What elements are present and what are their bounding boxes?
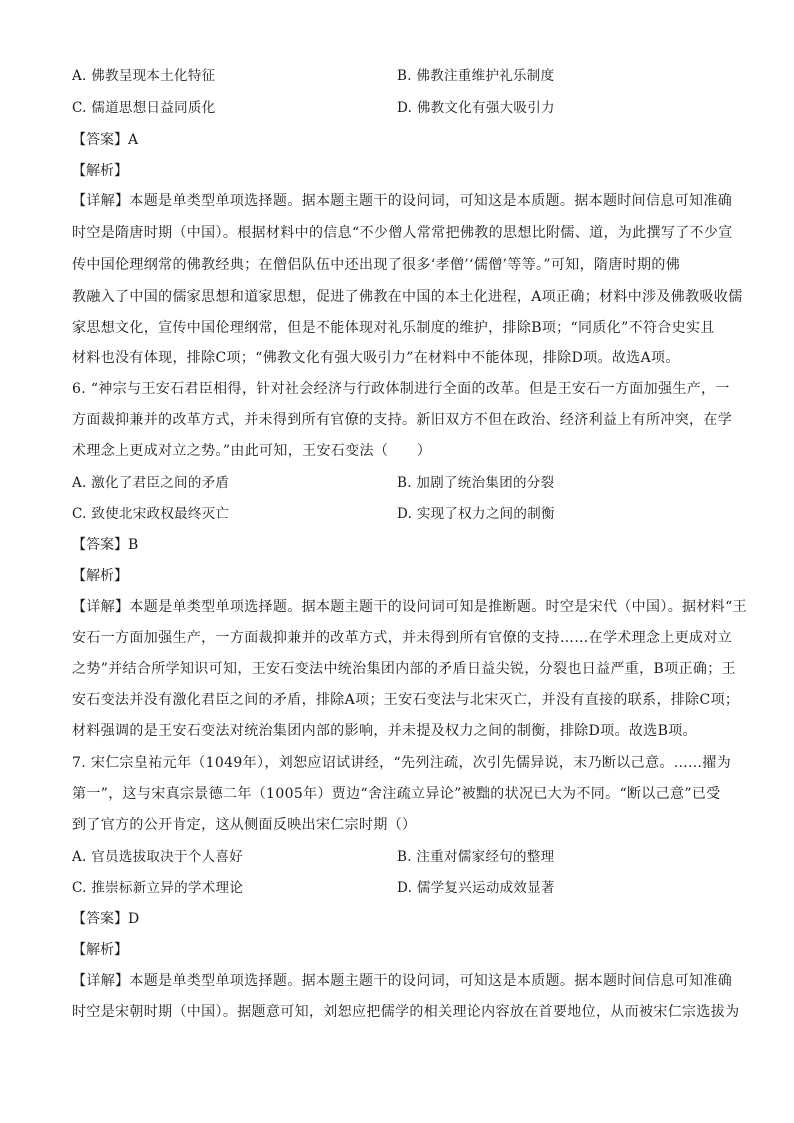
q7-option-c: C. 推崇标新立异的学术理论 [72,880,244,896]
q6-stem-line: 术理念上更成对立之势。”由此可知，王安石变法（ ） [72,443,432,459]
q5-analysis-line: 时空是隋唐时期（中国）。根据材料中的信息“不少僧人常常把佛教的思想比附儒、道，为此撰写了不少宣 [72,225,733,241]
q6-analysis-line: 材料强调的是王安石变法对统治集团内部的影响，并未提及权力之间的制衡，排除D项。故选B项。 [72,723,697,739]
q7-analysis-title: 【解析】 [72,942,128,958]
q7-analysis-line: 时空是宋朝时期（中国）。据题意可知，刘恕应把儒学的相关理论内容放在首要地位，从而被宋仁宗选拔为 [72,1004,740,1020]
q6-option-a: A. 激化了君臣之间的矛盾 [72,475,230,491]
q7-analysis-line: 【详解】本题是单类型单项选择题。据本题主题干的设问词，可知这是本质题。据本题时间信息可知准确 [72,973,733,989]
q5-analysis-title: 【解析】 [72,163,128,179]
q6-analysis-line: 之势”并结合所学知识可知，王安石变法中统治集团内部的矛盾日益尖锐，分裂也日益严重，B项正确；王 [72,661,736,677]
q6-analysis-line: 安石一方面加强生产，一方面裁抑兼并的改革方式，并未得到所有官僚的支持……在学术理念上更成对立 [72,630,733,646]
q7-stem-line: 到了官方的公开肯定，这从侧面反映出宋仁宗时期（） [72,817,417,833]
q7-option-b: B. 注重对儒家经句的整理 [397,849,555,865]
q5-analysis-line: 传中国伦理纲常的佛教经典；在僧侣队伍中还出现了很多‘孝僧’‘儒僧’等等。”可知，隋唐时期的佛 [72,257,681,273]
q5-analysis-line: 教融入了中国的儒家思想和道家思想，促进了佛教在中国的本土化进程，A项正确；材料中涉及佛教吸收儒 [72,289,743,305]
q5-option-c: C. 儒道思想日益同质化 [72,100,216,116]
q6-option-d: D. 实现了权力之间的制衡 [397,506,555,522]
q5-analysis-line: 【详解】本题是单类型单项选择题。据本题主题干的设问词，可知这是本质题。据本题时间信息可知准确 [72,193,733,209]
q6-option-c: C. 致使北宋政权最终灭亡 [72,506,230,522]
q6-analysis-line: 【详解】本题是单类型单项选择题。据本题主题干的设问词可知是推断题。时空是宋代（中国）。据材料“王 [72,599,747,615]
q6-analysis-title: 【解析】 [72,568,128,584]
q6-stem-line: 6. “神宗与王安石君臣相得，针对社会经济与行政体制进行全面的改革。但是王安石一方面加强生产，一 [72,381,730,397]
q5-option-a: A. 佛教呈现本土化特征 [72,68,216,84]
q5-analysis-line: 家思想文化，宣传中国伦理纲常，但是不能体现对礼乐制度的维护，排除B项；“同质化”不符合史实且 [72,320,715,336]
q7-stem-line: 7. 宋仁宗皇祐元年（1049年），刘恕应诏试讲经，“先列注疏，次引先儒异说，末乃断以己意。……擢为 [72,755,732,771]
q7-stem-line: 第一”，这与宋真宗景德二年（1005年）贾边“舍注疏立异论”被黜的状况已大为不同。“断以己意”已受 [72,786,721,802]
q5-answer: 【答案】A [72,132,139,148]
q6-option-b: B. 加剧了统治集团的分裂 [397,475,555,491]
q6-answer: 【答案】B [72,537,139,553]
q7-option-a: A. 官员选拔取决于个人喜好 [72,849,244,865]
q5-option-d: D. 佛教文化有强大吸引力 [397,100,555,116]
q6-analysis-line: 安石变法并没有激化君臣之间的矛盾，排除A项；王安石变法与北宋灭亡，并没有直接的联系，排除C项； [72,692,740,708]
q7-option-d: D. 儒学复兴运动成效显著 [397,880,555,896]
q5-analysis-line: 材料也没有体现，排除C项；“佛教文化有强大吸引力”在材料中不能体现，排除D项。故选A项。 [72,350,680,366]
q6-stem-line: 方面裁抑兼并的改革方式，并未得到所有官僚的支持。新旧双方不但在政治、经济利益上有所冲突，在学 [72,412,733,428]
q5-option-b: B. 佛教注重维护礼乐制度 [397,68,555,84]
q7-answer: 【答案】D [72,911,140,927]
